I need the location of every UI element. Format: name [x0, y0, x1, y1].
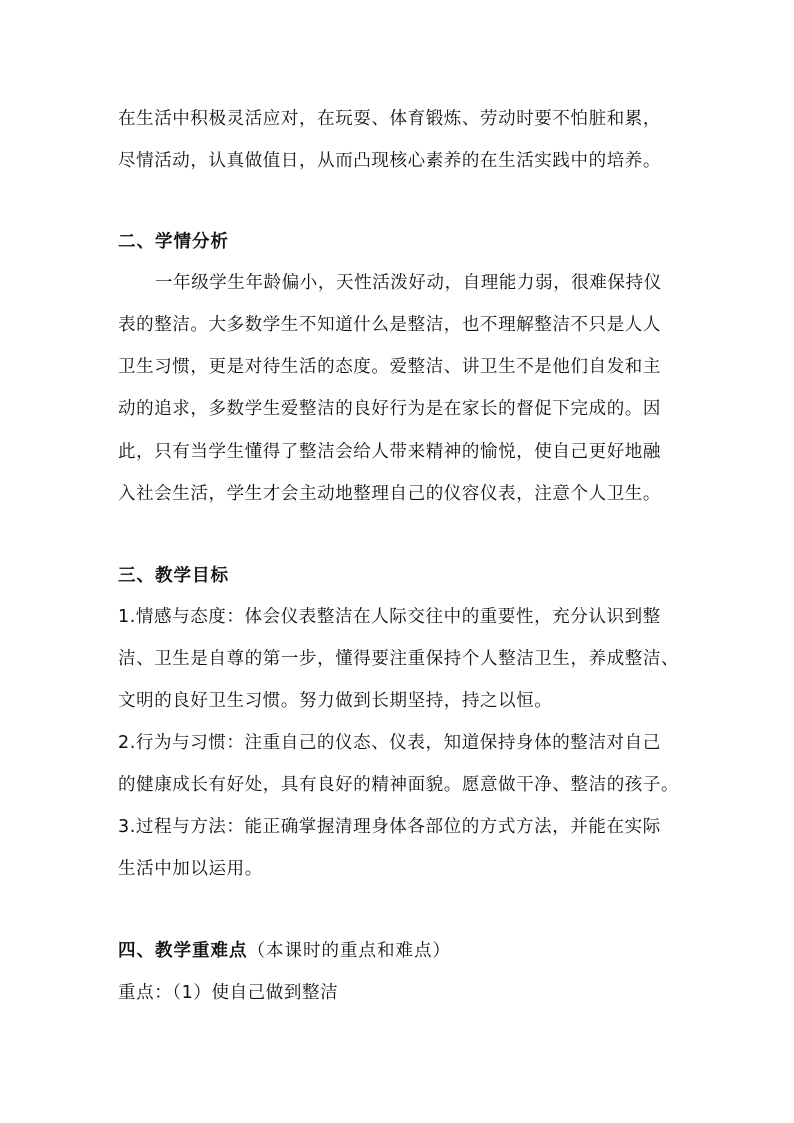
section-heading-key-points	[118, 939, 688, 963]
section3-line-3: 文明的良好卫生习惯。努力做到长期坚持，持之以恒。	[118, 691, 553, 711]
section-heading-teaching-goals: 三、教学目标	[118, 566, 229, 586]
section2-line-6: 入社会生活，学生才会主动地整理自己的仪容仪表，注意个人卫生。	[118, 484, 661, 504]
section2-line-1: 一年级学生年龄偏小，天性活泼好动，自理能力弱，很难保持仪	[155, 273, 662, 293]
intro-line-2: 尽情活动，认真做值日，从而凸现核心素养的在生活实践中的培养。	[118, 151, 661, 171]
section3-line-7: 生活中加以运用。	[118, 859, 263, 879]
section3-line-6: 3.过程与方法：能正确掌握清理身体各部位的方式方法，并能在实际	[118, 817, 661, 837]
section4-heading-text: 四、教学重难点	[118, 941, 248, 961]
section3-line-1: 1.情感与态度：体会仪表整洁在人际交往中的重要性，充分认识到整	[118, 607, 661, 627]
section4-line-1: 重点：（1）使自己做到整洁	[118, 983, 339, 1003]
section2-line-3: 卫生习惯，更是对待生活的态度。爱整洁、讲卫生不是他们自发和主	[118, 357, 661, 377]
section3-line-5: 的健康成长有好处，具有良好的精神面貌。愿意做干净、整洁的孩子。	[118, 775, 680, 795]
intro-line-1: 在生活中积极灵活应对，在玩耍、体育锻炼、劳动时要不怕脏和累，	[118, 109, 661, 129]
section4-heading-note: （本课时的重点和难点）	[247, 941, 451, 961]
section3-line-4: 2.行为与习惯：注重自己的仪态、仪表，知道保持身体的整洁对自己	[118, 733, 661, 753]
section-heading-learning-analysis: 二、学情分析	[118, 232, 229, 252]
section2-line-2: 表的整洁。大多数学生不知道什么是整洁，也不理解整洁不只是人人	[118, 315, 661, 335]
section2-line-4: 动的追求，多数学生爱整洁的良好行为是在家长的督促下完成的。因	[118, 399, 661, 419]
section2-line-5: 此，只有当学生懂得了整洁会给人带来精神的愉悦，使自己更好地融	[118, 442, 661, 462]
section3-line-2: 洁、卫生是自尊的第一步，懂得要注重保持个人整洁卫生，养成整洁、	[118, 649, 680, 669]
